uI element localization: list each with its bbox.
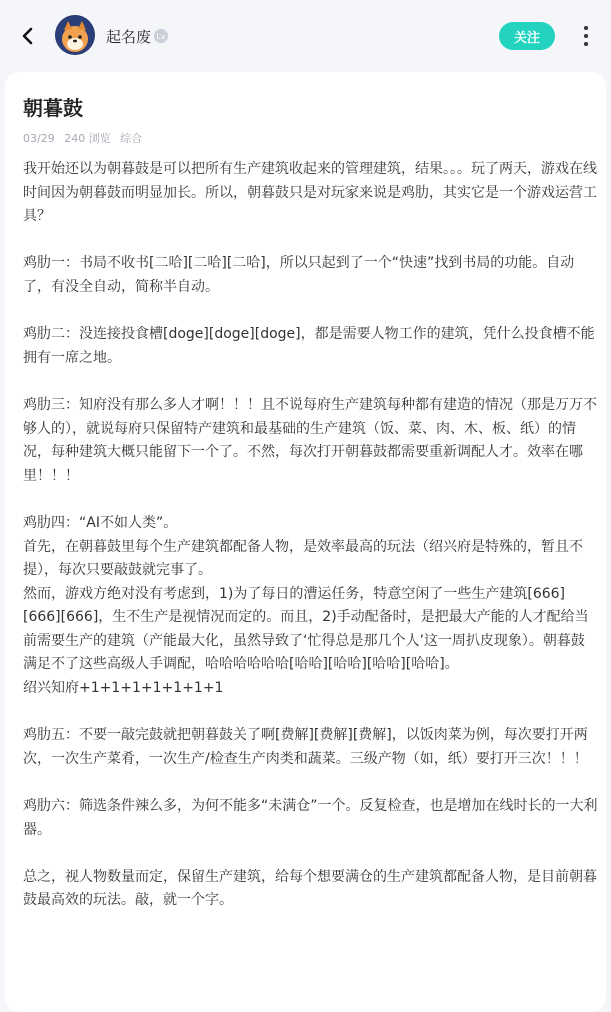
back-button[interactable] (14, 22, 42, 50)
view-count: 240 浏览 (64, 132, 111, 145)
paragraph-summary: 总之，视人物数量而定，保留生产建筑，给每个想要满仓的生产建筑都配备人物，是目前朝暮鼓最高效的玩法。敲，就一个字。 (23, 868, 597, 909)
more-options-icon[interactable] (576, 24, 596, 48)
paragraph-4-line: 鸡肋四：“AI不如人类”。 (23, 514, 178, 531)
post-category[interactable]: 综合 (120, 132, 143, 145)
avatar[interactable] (55, 15, 95, 55)
post-meta (23, 130, 148, 146)
follow-button[interactable]: 关注 (499, 22, 555, 50)
paragraph-4-line: 绍兴知府+1+1+1+1+1+1+1 (23, 680, 224, 697)
post-date: 03/29 (23, 132, 55, 145)
post-title: 朝暮鼓 (23, 96, 83, 120)
paragraph-4-line: 首先，在朝暮鼓里每个生产建筑都配备人物，是效率最高的玩法（绍兴府是特殊的，暂且不提），每次只要敲鼓就完事了。 (23, 538, 583, 579)
paragraph-2: 鸡肋二：没连接投食槽[doge][doge][doge]，都是需要人物工作的建筑，凭什么投食槽不能拥有一席之地。 (23, 326, 595, 366)
paragraph-4 (23, 512, 598, 701)
paragraph-1: 鸡肋一：书局不收书[二哈][二哈][二哈]，所以只起到了一个“快速”找到书局的功能。自动了，有没全自动，简称半自动。 (23, 255, 575, 295)
paragraph-4-line: 然而，游戏方绝对没有考虑到，1)为了每日的漕运任务，特意空闲了一些生产建筑[666][666][666]，生不生产是视情况而定的。而且，2)手动配备时，是把最大产能的人才配给当前需要生产的建筑（产能最大化，虽然导致了‘忙得总是那几个人’这一周扒皮现象）。朝暮鼓满足不了这些高级人手调配，哈哈哈哈哈哈[哈哈][哈哈][哈哈][哈哈]。 (23, 585, 589, 673)
post-body (23, 158, 598, 937)
paragraph-intro: 我开始还以为朝暮鼓是可以把所有生产建筑收起来的管理建筑，结果。。。玩了两天，游戏在线时间因为朝暮鼓而明显加长。所以，朝暮鼓只是对玩家来说是鸡肋，其实它是一个游戏运营工具？ (23, 161, 597, 225)
paragraph-6: 鸡肋六：筛选条件辣么多，为何不能多“未满仓”一个。反复检查，也是增加在线时长的一大利器。 (23, 798, 598, 838)
level-badge-icon: Lv (154, 29, 168, 43)
author-name[interactable]: 起名废 (106, 28, 152, 46)
paragraph-3: 鸡肋三：知府没有那么多人才啊！！！且不说每府生产建筑每种都有建造的情况（那是万万不够人的），就说每府只保留特产建筑和最基础的生产建筑（饭、菜、肉、木、板、纸）的情况，每种建筑大概只能留下一个了。不然，每次打开朝暮鼓都需要重新调配人才。效率在哪里！！！ (23, 396, 597, 484)
chevron-left-icon (18, 26, 38, 46)
paragraph-5: 鸡肋五：不要一敲完鼓就把朝暮鼓关了啊[费解][费解][费解]，以饭肉菜为例，每次要打开两次，一次生产菜肴，一次生产/检查生产肉类和蔬菜。三级产物（如，纸）要打开三次！！！ (23, 727, 588, 767)
avatar-image (55, 15, 95, 55)
top-bar (0, 0, 611, 72)
